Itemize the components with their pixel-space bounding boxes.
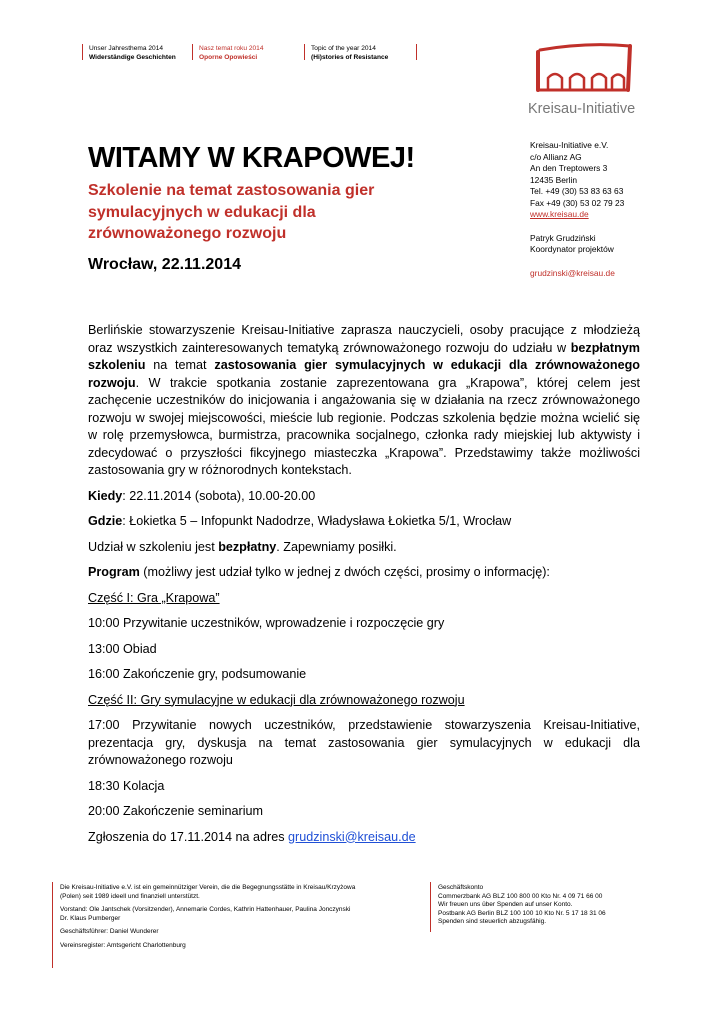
- registration-line: [88, 829, 640, 847]
- logo-text: Kreisau-Initiative: [528, 101, 636, 117]
- where-line: [88, 513, 640, 531]
- main-content: [88, 322, 640, 846]
- contact-co: c/o Allianz AG: [530, 151, 582, 162]
- contact-website-link[interactable]: www.kreisau.de: [530, 209, 589, 219]
- subtitle-line-2: symulacyjnych w edukacji dla: [88, 203, 316, 221]
- footer-right-line-3: Wir freuen uns über Spenden auf unser Konto.: [438, 901, 573, 909]
- part1-item-1: 10:00 Przywitanie uczestników, wprowadzenie i rozpoczęcie gry: [88, 616, 445, 630]
- footer-right-line-5: Spenden sind steuerlich abzugsfähig.: [438, 918, 547, 926]
- contact-person: Patryk Grudziński: [530, 232, 596, 243]
- program-line: [88, 564, 640, 582]
- footer-divider-right: [430, 882, 431, 932]
- registration-text: Zgłoszenia do 17.11.2014 na adres: [88, 829, 289, 844]
- footer-left-line-4: Dr. Klaus Pumberger: [60, 914, 121, 922]
- intro-paragraph: [88, 322, 640, 480]
- free-text-c: . Zapewniamy posiłki.: [276, 539, 397, 554]
- contact-street: An den Treptowers 3: [530, 163, 608, 173]
- place-date: Wrocław, 22.11.2014: [88, 256, 241, 273]
- footer-right-line-1: Geschäftskonto: [438, 884, 484, 891]
- intro-segment: . W trakcie spotkania zostanie zaprezentowana gra „Krapowa”, której celem jest zachęcenie uczestników do inicjowania i angażowania się w działania na rzecz zrównoważonego rozwoju w swojej miejscowości, mieście lub regionie. Podczas szkolenia będzie można wcielić się w rolę przemysłowca, burmistrza, pracownika socjalnego, członka rady miejskiej lub aktywisty i zdecydować o przyszłości fikcyjnego miasteczka „Krapowa”. Przedstawimy także możliwości zastosowania gry w różnorodnych kontekstach.: [88, 375, 640, 477]
- header-divider-2: [192, 44, 193, 60]
- footer-right: [438, 884, 688, 927]
- contact-fax: Fax +49 (30) 53 02 79 23: [530, 197, 625, 208]
- footer-divider-left: [52, 882, 53, 968]
- header-col-1: [89, 44, 176, 62]
- part1-heading: Część I: Gra „Krapowa”: [88, 590, 220, 605]
- intro-segment: bezpłatnym szkoleniu: [88, 340, 640, 372]
- part1-item-2: 13:00 Obiad: [88, 641, 157, 656]
- footer-left-line-5: Geschäftsführer: Daniel Wunderer: [60, 928, 159, 936]
- contact-role: Koordynator projektów: [530, 244, 614, 254]
- registration-email-link[interactable]: grudzinski@kreisau.de: [288, 829, 416, 844]
- free-text-a: Udział w szkoleniu jest: [88, 539, 219, 554]
- footer-left: [60, 884, 420, 951]
- contact-email-link[interactable]: grudzinski@kreisau.de: [530, 267, 615, 278]
- contact-block: [530, 140, 680, 279]
- kreisau-logo-icon: [526, 38, 638, 100]
- intro-segment: na temat: [145, 358, 215, 372]
- header-col-1-line1: Unser Jahresthema 2014: [89, 45, 164, 52]
- when-value: : 22.11.2014 (sobota), 10.00-20.00: [122, 488, 316, 503]
- intro-segment: Berlińskie stowarzyszenie Kreisau-Initiative zaprasza nauczycieli, osoby pracujące z młodzieżą oraz wszystkich zainteresowanych tematyką zrównoważonego rozwoju do udziału w: [88, 323, 640, 355]
- free-line: [88, 539, 640, 557]
- program-label: Program: [88, 565, 140, 579]
- header-divider-1: [82, 44, 83, 60]
- page-title: WITAMY W KRAPOWEJ!: [88, 142, 415, 174]
- subtitle: [88, 180, 374, 245]
- header-col-2-line2: Oporne Opowieści: [199, 54, 258, 61]
- part2-item-3: 20:00 Zakończenie seminarium: [88, 804, 264, 818]
- header-col-2: [199, 44, 264, 62]
- header-divider-3: [304, 44, 305, 60]
- footer-right-line-2: Commerzbank AG BLZ 100 800 00 Kto Nr. 4 09 71 66 00: [438, 892, 603, 900]
- footer-left-line-1: Die Kreisau-Initiative e.V. ist ein gemeinnütziger Verein, die die Begegnungsstätte in Kreisau/Krzyżowa: [60, 884, 356, 891]
- when-line: [88, 488, 640, 506]
- header-col-2-line1: Nasz temat roku 2014: [199, 45, 264, 52]
- footer-right-line-4: Postbank AG Berlin BLZ 100 100 10 Kto Nr. 5 17 18 31 06: [438, 909, 606, 917]
- program-value: (możliwy jest udział tylko w jednej z dwóch części, prosimy o informację):: [139, 565, 550, 579]
- header-divider-4: [416, 44, 417, 60]
- header-col-1-line2: Widerständige Geschichten: [89, 54, 176, 61]
- contact-tel: Tel. +49 (30) 53 83 63 63: [530, 186, 624, 196]
- part2-heading: Część II: Gry symulacyjne w edukacji dla zrównoważonego rozwoju: [88, 692, 465, 707]
- where-value: : Łokietka 5 – Infopunkt Nadodrze, Władysława Łokietka 5/1, Wrocław: [122, 514, 512, 528]
- subtitle-line-3: zrównoważonego rozwoju: [88, 225, 287, 242]
- footer-left-line-3: Vorstand: Ole Jantschek (Vorsitzender), Annemarie Cordes, Kathrin Hattenhauer, Paulina Jonczynski: [60, 906, 351, 914]
- contact-org: Kreisau-Initiative e.V.: [530, 140, 609, 150]
- header-col-3: [311, 44, 388, 62]
- free-text-b: bezpłatny: [218, 539, 277, 554]
- part2-item-2: 18:30 Kolacja: [88, 778, 165, 793]
- subtitle-line-1: Szkolenie na temat zastosowania gier: [88, 182, 375, 199]
- header-col-3-line2: (Hi)stories of Resistance: [311, 54, 389, 61]
- where-label: Gdzie: [88, 514, 123, 528]
- when-label: Kiedy: [88, 488, 123, 503]
- header-col-3-line1: Topic of the year 2014: [311, 45, 376, 52]
- intro-segment: zastosowania gier symulacyjnych w edukacji dla zrównoważonego rozwoju: [88, 358, 640, 390]
- part2-item-1: 17:00 Przywitanie nowych uczestników, przedstawienie stowarzyszenia Kreisau-Initiative, prezentacja gry, dyskusja na temat zastosowania gier symulacyjnych w edukacji dla zrównoważonego rozwoju: [88, 718, 640, 767]
- contact-city: 12435 Berlin: [530, 174, 578, 185]
- part1-item-3: 16:00 Zakończenie gry, podsumowanie: [88, 667, 307, 681]
- footer-left-line-6: Vereinsregister: Amtsgericht Charlottenburg: [60, 941, 186, 949]
- footer-left-line-2: (Polen) seit 1989 ideell und finanziell unterstützt.: [60, 892, 200, 900]
